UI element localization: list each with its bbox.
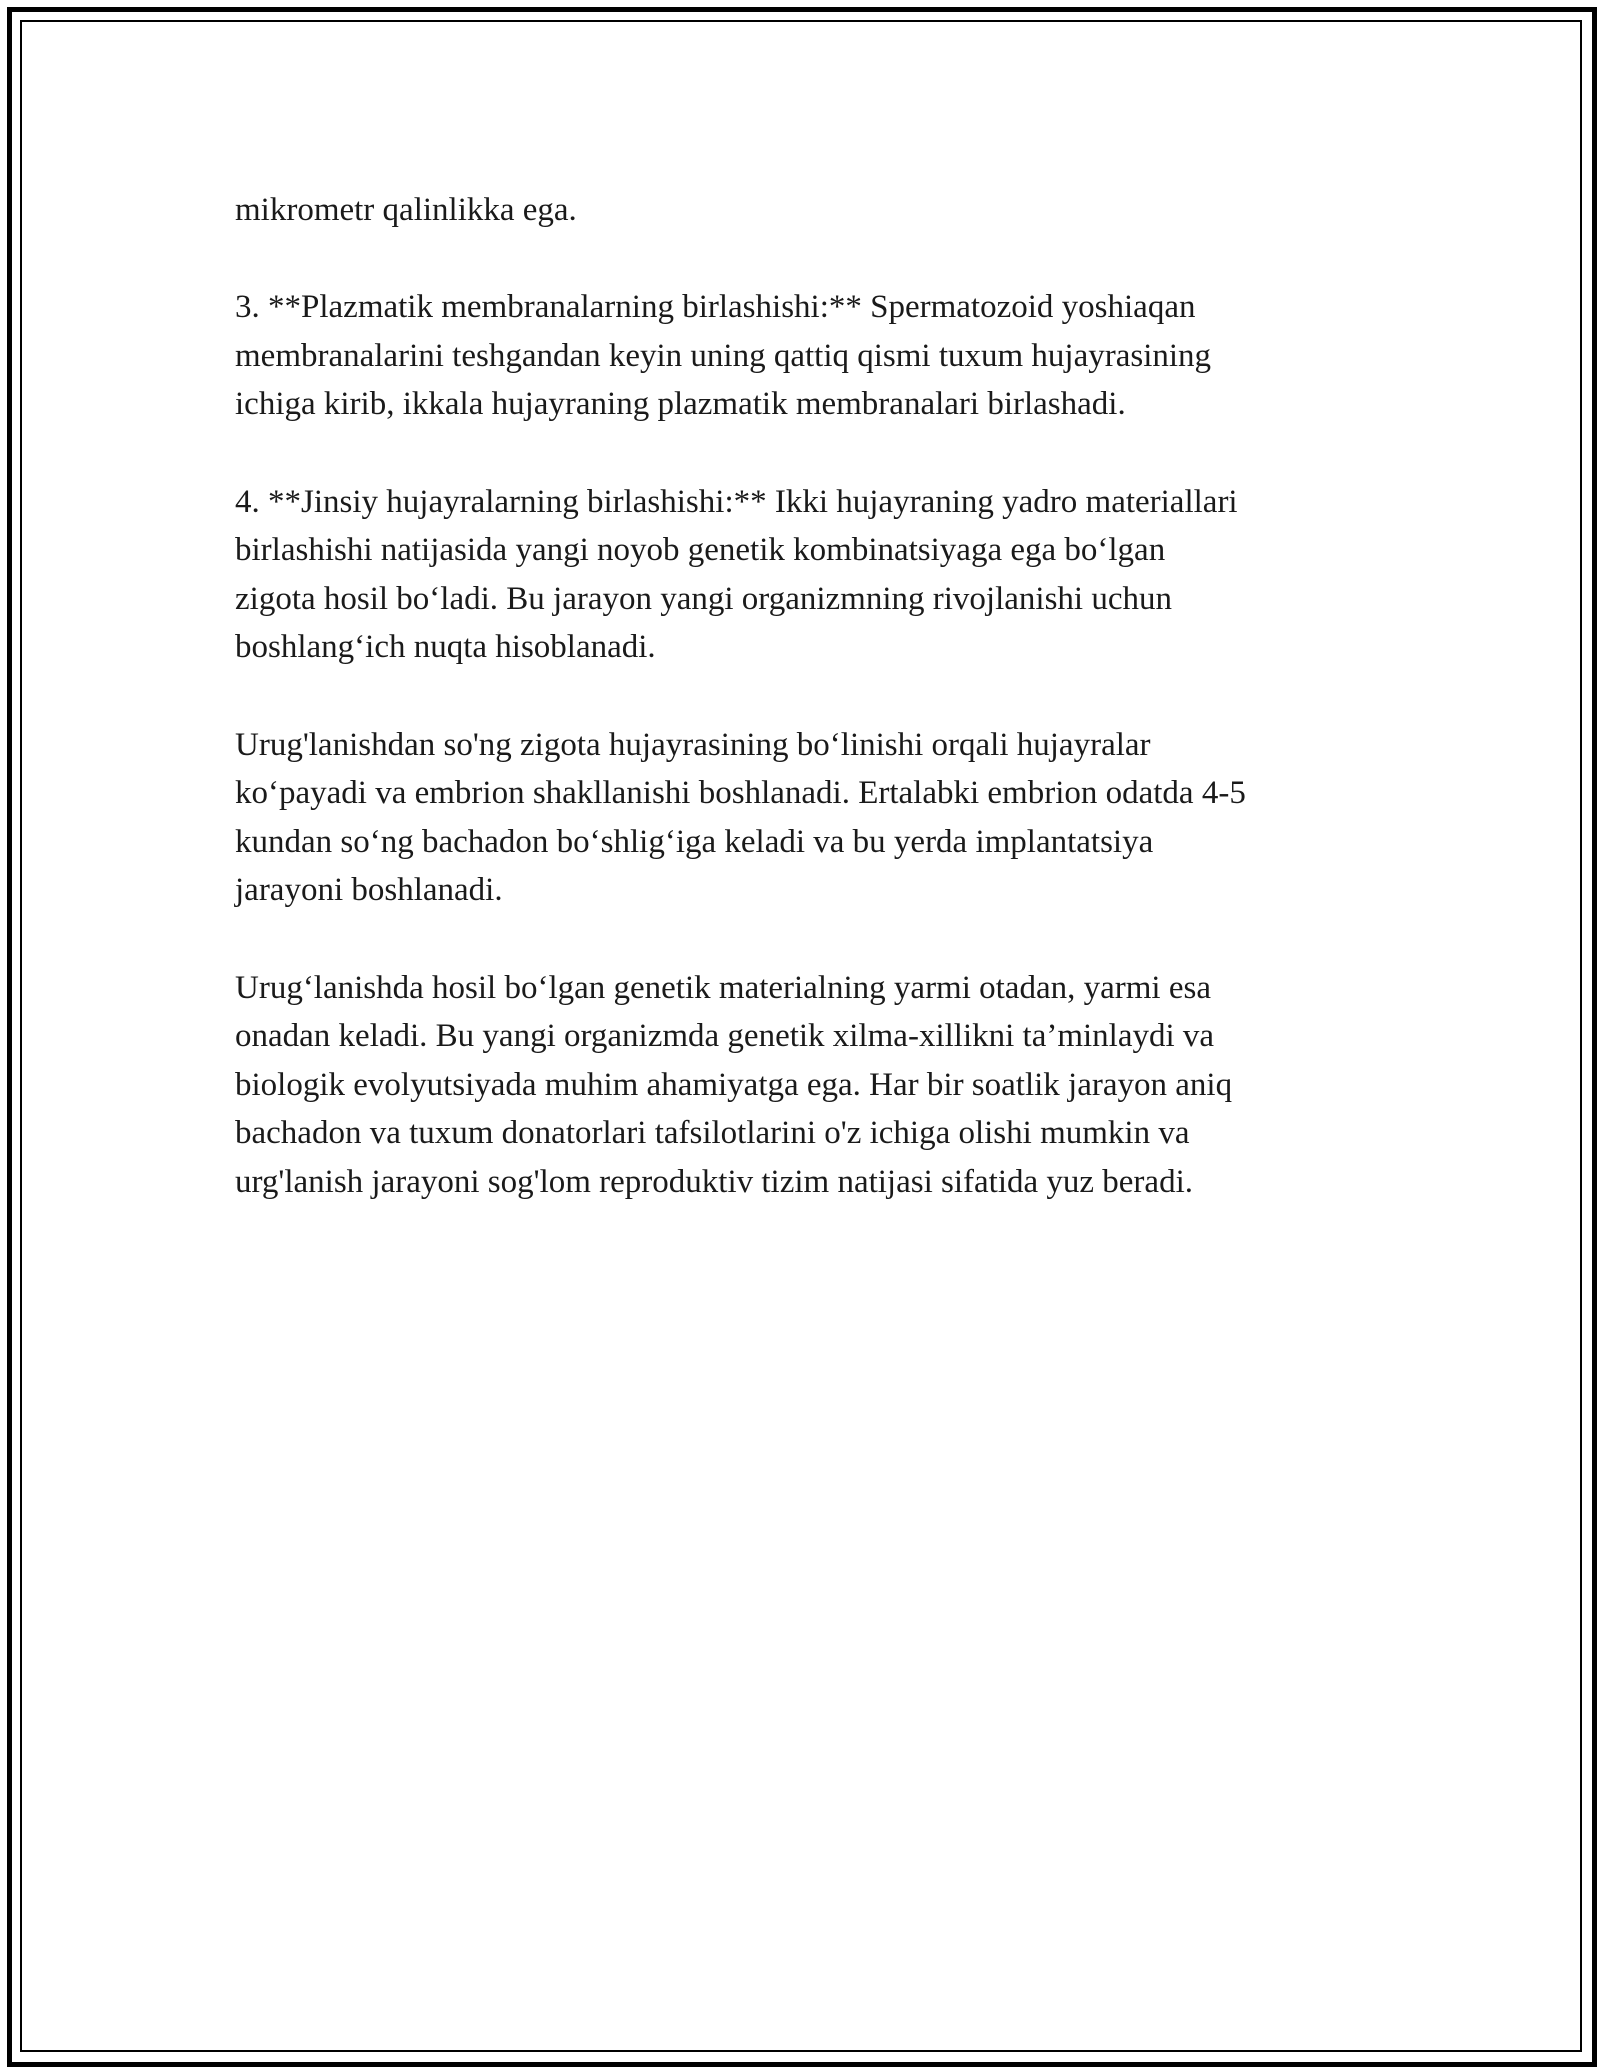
paragraph-genetic-material: Urug‘lanishda hosil bo‘lgan genetik materialning yarmi otadan, yarmi esa onadan keladi. Bu yangi organizmda genetik xilma-xillikni ta’minlaydi va biologik evolyutsiyada muhim ahamiyatga ega. Har bir soatlik jarayon aniq bachadon va tuxum donatorlari tafsilotlarini o'z ichiga olishi mumkin va urg'lanish jarayoni sog'lom reproduktiv tizim natijasi sifatida yuz beradi. [235, 969, 1233, 1200]
paragraph-step-3: 3. **Plazmatik membranalarning birlashishi:** Spermatozoid yoshiaqan membranalarini teshgandan keyin uning qattiq qismi tuxum hujayrasining ichiga kirib, ikkala hujayraning plazmatik membranalari birlashadi. [235, 289, 1212, 423]
paragraph-step-4: 4. **Jinsiy hujayralarning birlashishi:** Ikki hujayraning yadro materiallari birlashishi natijasida yangi noyob genetik kombinatsiyaga ega bo‘lgan zigota hosil bo‘ladi. Bu jarayon yangi organizmning rivojlanishi uchun boshlang‘ich nuqta hisoblanadi. [235, 483, 1238, 666]
paragraph-continuation: mikrometr qalinlikka ega. [235, 192, 577, 228]
document-body [235, 186, 1385, 1255]
paragraph-zygote-division: Urug'lanishdan so'ng zigota hujayrasining bo‘linishi orqali hujayralar ko‘payadi va embrion shakllanishi boshlanadi. Ertalabki embrion odatda 4-5 kundan so‘ng bachadon bo‘shlig‘iga keladi va bu yerda implantatsiya jarayoni boshlanadi. [235, 726, 1246, 909]
